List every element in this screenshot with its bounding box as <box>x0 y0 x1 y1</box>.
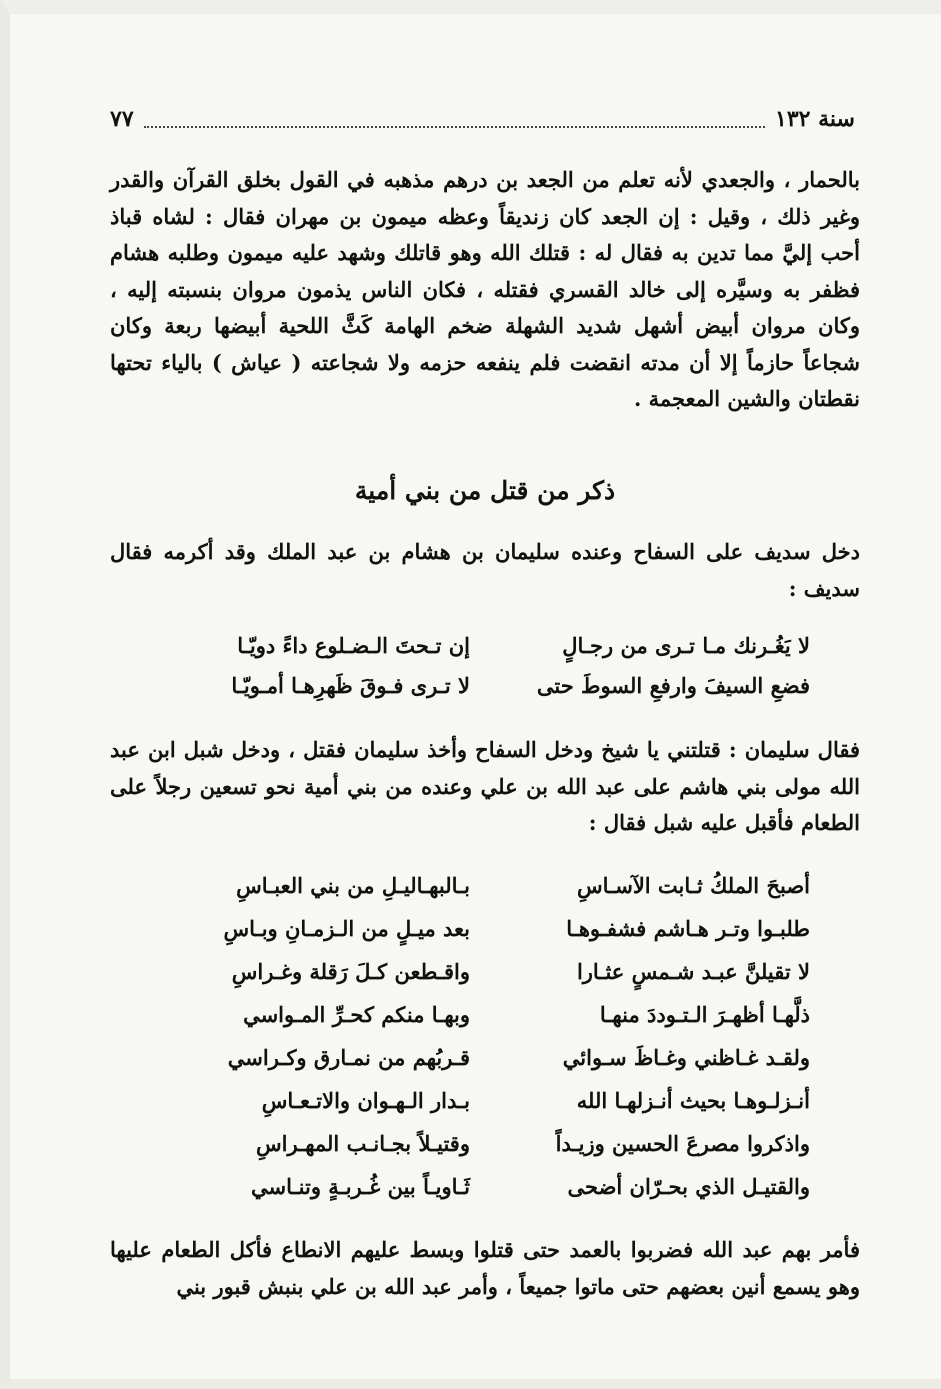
verse-line <box>170 666 810 706</box>
poem-1 <box>170 626 810 706</box>
verse-first-hemistich: لا تقيلنَّ عبـد شـمسٍ عثـارا <box>576 959 810 984</box>
verse-second-hemistich: واقـطعن كـلَ رَقلة وغـراسِ <box>231 959 470 984</box>
verse-line <box>170 1036 810 1079</box>
verse-first-hemistich: ولقـد غـاظني وغـاظَ سـوائي <box>562 1045 810 1070</box>
verse-first-hemistich: أصبحَ الملكُ ثـابت الآسـاسِ <box>577 873 810 898</box>
paragraph-2: دخل سديف على السفاح وعنده سليمان بن هشام بن عبد الملك وقد أكرمه فقال سديف : <box>110 539 860 601</box>
verse-line <box>170 1165 810 1208</box>
verse-second-hemistich: وقتيـلاً بجـانـب المهـراسِ <box>256 1131 470 1156</box>
verse-first-hemistich: طلبـوا وتـر هـاشم فشفـوهـا <box>566 916 810 941</box>
verse-second-hemistich: قـربُهم من نمـارق وكـراسي <box>227 1045 470 1070</box>
verse-line <box>170 1079 810 1122</box>
header-dotted-rule <box>144 110 765 128</box>
verse-second-hemistich: لا تـرى فـوقَ ظَهرِهـا أمـويّـا <box>231 673 470 698</box>
page-number: ٧٧ <box>110 106 134 132</box>
verse-line <box>170 864 810 907</box>
verse-line <box>170 950 810 993</box>
paragraph-3: فقال سليمان : قتلتني يا شيخ ودخل السفاح وأخذ سليمان فقتل ، ودخل شبل ابن عبد الله مولى بني هاشم على عبد الله بن علي وعنده من بني أمية نحو تسعين رجلاً على الطعام فأقبل عليه شبل فقال : <box>110 737 860 835</box>
verse-first-hemistich: ذلَّهـا أظهـرَ الـتـوددَ منهـا <box>599 1002 810 1027</box>
verse-second-hemistich: وبهـا منكم كحـرِّ المـواسي <box>243 1002 470 1027</box>
verse-second-hemistich: بـالبهـاليـلِ من بني العبـاسِ <box>236 873 470 898</box>
verse-first-hemistich: والقتيـل الذي بحـرّان أضحى <box>567 1174 810 1199</box>
verse-first-hemistich: أنـزلـوهـا بحيث أنـزلهـا الله <box>576 1088 810 1113</box>
verse-second-hemistich: بـدار الـهـوان والاتـعـاسِ <box>261 1088 470 1113</box>
verse-second-hemistich: إن تـحتَ الـضـلوع داءً دويّـا <box>237 633 470 658</box>
section-title: ذكر من قتل من بني أمية <box>354 476 616 505</box>
paragraph-4: فأمر بهم عبد الله فضربوا بالعمد حتى قتلوا وبسط عليهم الانطاع فأكل الطعام عليها وهو يسمع أنين بعضهم حتى ماتوا جميعاً ، وأمر عبد الله بن علي بنبش قبور بني <box>110 1237 860 1299</box>
running-head-year: سنة ١٣٢ <box>775 106 855 132</box>
poem-2 <box>170 864 810 1208</box>
verse-first-hemistich: فضعِ السيفَ وارفعِ السوطَ حتى <box>536 673 810 698</box>
verse-second-hemistich: ثَـاويـاً بين غُـربـةٍ وتنـاسي <box>251 1174 470 1199</box>
verse-line <box>170 907 810 950</box>
verse-line <box>170 1122 810 1165</box>
page-header <box>110 102 855 136</box>
verse-first-hemistich: لا يَغُـرنك مـا تـرى من رجـالٍ <box>562 633 810 658</box>
paragraph-1: بالحمار ، والجعدي لأنه تعلم من الجعد بن درهم مذهبه في القول بخلق القرآن والقدر وغير ذلك ، وقيل : إن الجعد كان زنديقاً وعظه ميمون بن مهران فقال : لشاه قباذ أحب إليَّ مما تدين به فقال له : قتلك الله وهو قاتلك وشهد عليه ميمون وطلبه هشام فظفر به وسيَّره إلى خالد القسري فقتله ، فكان الناس يذمون مروان بنسبته إليه ، وكان مروان أبيض أشهل شديد الشهلة ضخم الهامة كَثَّ اللحية أبيضها ربعة وكان شجاعاً حازماً إلا أن مدته انقضت فلم ينفعه حزمه ولا شجاعته ( عياش ) بالياء تحتها نقطتان والشين المعجمة . <box>110 167 860 411</box>
verse-line <box>170 626 810 666</box>
verse-line <box>170 993 810 1036</box>
verse-second-hemistich: بعد ميـلٍ من الـزمـانِ وبـاسِ <box>223 916 470 941</box>
verse-first-hemistich: واذكروا مصرعَ الحسين وزيـداً <box>555 1131 810 1156</box>
